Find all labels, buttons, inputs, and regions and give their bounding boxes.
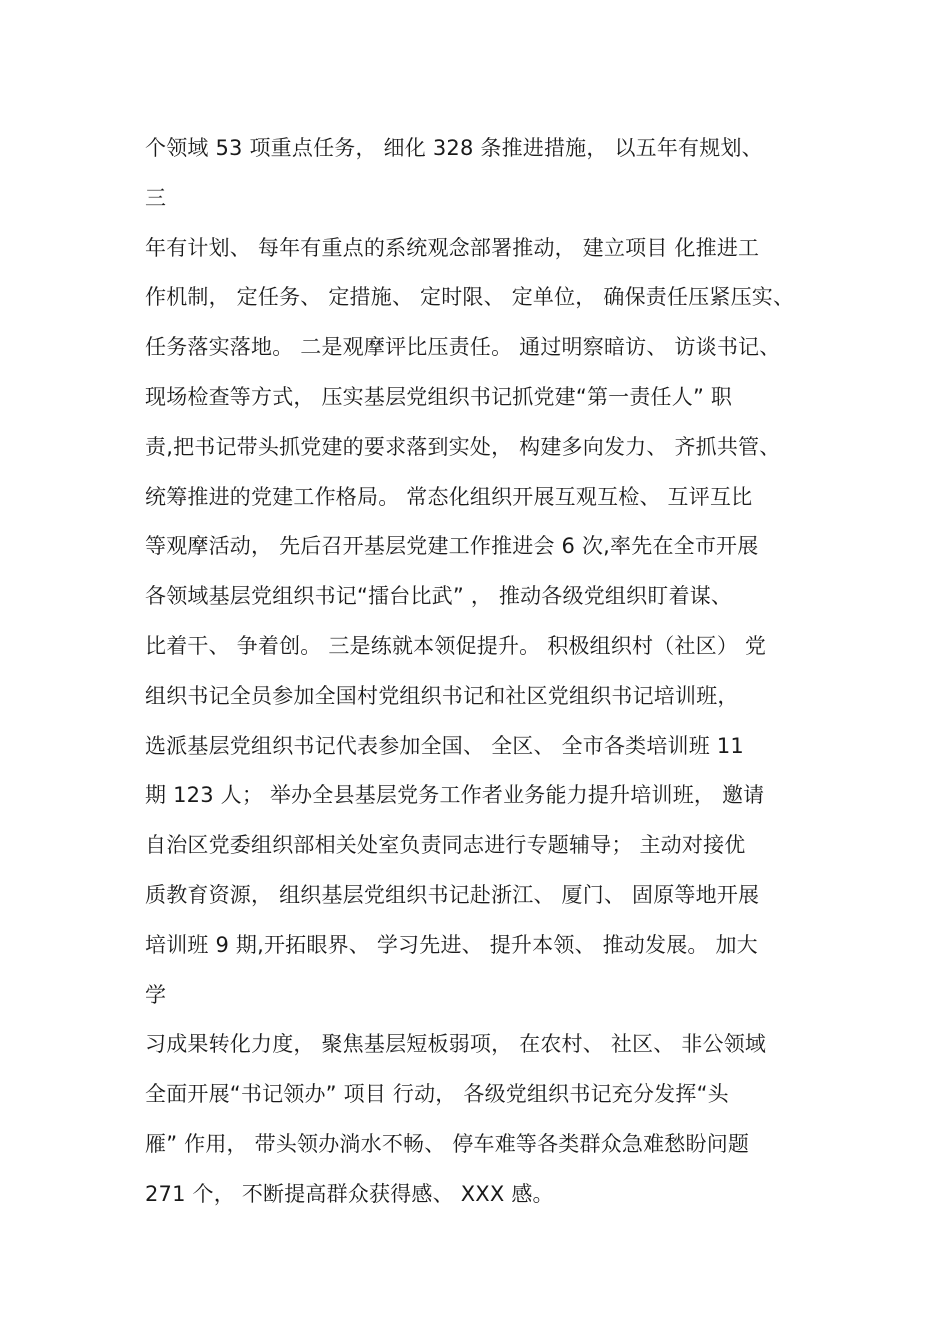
- text-line: 质教育资源， 组织基层党组织书记赴浙江、 厦门、 固原等地开展: [145, 882, 760, 907]
- text-line: 比着干、 争着创。 三是练就本领促提升。 积极组织村（社区） 党: [145, 633, 767, 658]
- text-line: 现场检查等方式， 压实基层党组织书记抓党建“第一责任人” 职: [145, 384, 733, 409]
- text-line: 全面开展“书记领办” 项目 行动， 各级党组织书记充分发挥“头: [145, 1082, 729, 1107]
- text-line: 自治区党委组织部相关处室负责同志进行专题辅导； 主动对接优: [145, 833, 746, 858]
- text-line: 作机制， 定任务、 定措施、 定时限、 定单位， 确保责任压紧压实、: [145, 285, 795, 310]
- body-text: [145, 124, 845, 1220]
- text-line: 各领域基层党组织书记“擂台比武” ， 推动各级党组织盯着谋、: [145, 584, 733, 609]
- text-line: 年有计划、 每年有重点的系统观念部署推动， 建立项目 化推进工: [145, 235, 760, 260]
- text-line: 习成果转化力度， 聚焦基层短板弱项， 在农村、 社区、 非公领域: [145, 1032, 767, 1057]
- text-line: 统筹推进的党建工作格局。 常态化组织开展互观互检、 互评互比: [145, 484, 753, 509]
- text-line: 任务落实落地。 二是观摩评比压责任。 通过明察暗访、 访谈书记、: [145, 335, 781, 360]
- text-line: 三: [145, 185, 167, 210]
- text-line: 等观摩活动， 先后召开基层党建工作推进会 6 次,率先在全市开展: [145, 534, 759, 559]
- text-line: 学: [145, 982, 167, 1007]
- text-line: 选派基层党组织书记代表参加全国、 全区、 全市各类培训班 11: [145, 733, 744, 758]
- text-line: 责,把书记带头抓党建的要求落到实处， 构建多向发力、 齐抓共管、: [145, 434, 781, 459]
- text-line: 雁” 作用， 带头领办淌水不畅、 停车难等各类群众急难愁盼问题: [145, 1131, 750, 1156]
- text-line: 271 个， 不断提高群众获得感、 XXX 感。: [145, 1181, 554, 1206]
- text-line: 组织书记全员参加全国村党组织书记和社区党组织书记培训班，: [145, 683, 739, 708]
- text-line: 期 123 人； 举办全县基层党务工作者业务能力提升培训班， 邀请: [145, 783, 765, 808]
- text-line: 个领域 53 项重点任务， 细化 328 条推进措施， 以五年有规划、: [145, 136, 763, 160]
- text-line: 培训班 9 期,开拓眼界、 学习先进、 提升本领、 推动发展。 加大: [145, 932, 758, 957]
